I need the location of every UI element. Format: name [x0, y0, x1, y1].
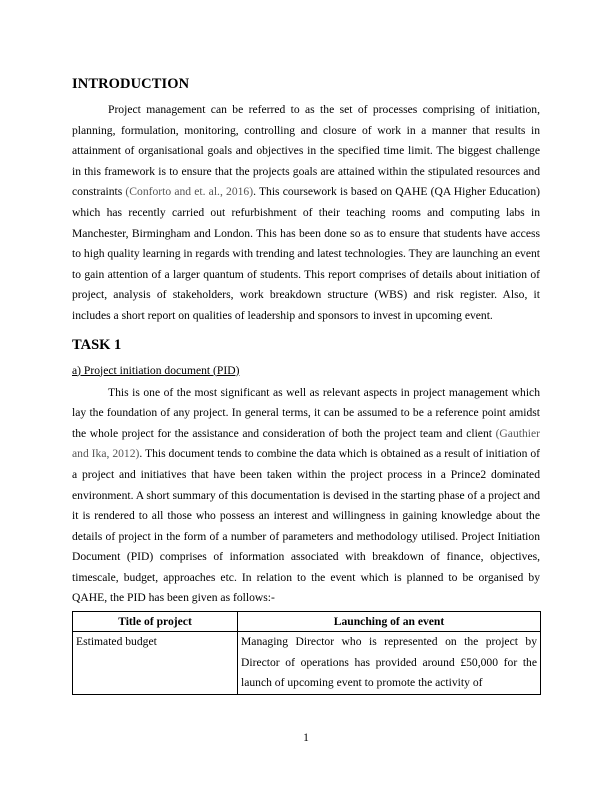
table-cell-label: Estimated budget: [73, 632, 238, 695]
introduction-paragraph: [72, 100, 540, 327]
task1-heading: TASK 1: [72, 336, 122, 353]
table-header-event: Launching of an event: [238, 612, 541, 632]
task1-text-2: . This document tends to combine the data which is obtained as a result of initiation of a project and initiatives that have been taken within the project process in a Prince2 dominated environment. A short summary of this documentation is devised in the starting phase of a project and it is rendered to all those who possess an interest and willingness in gaining knowledge about the details of project in the form of a number of parameters and methodology utilised. Project Initiation Document (PID) comprises of information associated with breakdown of finance, objectives, timescale, budget, approaches etc. In relation to the event which is planned to be organised by QAHE, the PID has been given as follows:-: [72, 447, 540, 605]
pid-subheading: a) Project initiation document (PID): [72, 363, 240, 377]
introduction-text-2: . This coursework is based on QAHE (QA Higher Education) which has recently carried out refurbishment of their teaching rooms and computing labs in Manchester, Birmingham and London. This has been done so as to ensure that students have access to high quality learning in regards with trending and latest technologies. They are launching an event to gain attention of a larger quantum of students. This report comprises of details about initiation of project, analysis of stakeholders, work breakdown structure (WBS) and risk register. Also, it includes a short report on qualities of leadership and sponsors to invest in upcoming event.: [72, 185, 540, 322]
introduction-citation: (Conforto and et. al., 2016): [125, 185, 254, 199]
task1-text-1: This is one of the most significant as well as relevant aspects in project management which lay the foundation of any project. In general terms, it can be assumed to be a reference point amidst the whole project for the assistance and consideration of both the project team and client: [72, 385, 540, 440]
page-number: 1: [303, 731, 309, 744]
table-header-title: Title of project: [73, 612, 238, 632]
introduction-text-1: Project management can be referred to as the set of processes comprising of initiation, planning, formulation, monitoring, controlling and closure of work in a manner that results in attainment of organisational goals and objectives in the specified time limit. The biggest challenge in this framework is to ensure that the projects goals are attained within the stipulated resources and constraints: [72, 103, 540, 199]
table-cell-value: Managing Director who is represented on the project by Director of operations has provided around £50,000 for the launch of upcoming event to promote the activity of: [238, 632, 541, 695]
introduction-heading: INTRODUCTION: [72, 76, 190, 92]
table-header-row: [73, 612, 541, 632]
pid-table: [72, 611, 541, 695]
task1-paragraph: [72, 383, 540, 610]
task1-citation: (Gauthier and Ika, 2012): [72, 426, 540, 461]
table-row: [73, 632, 541, 695]
document-page: [72, 76, 540, 695]
